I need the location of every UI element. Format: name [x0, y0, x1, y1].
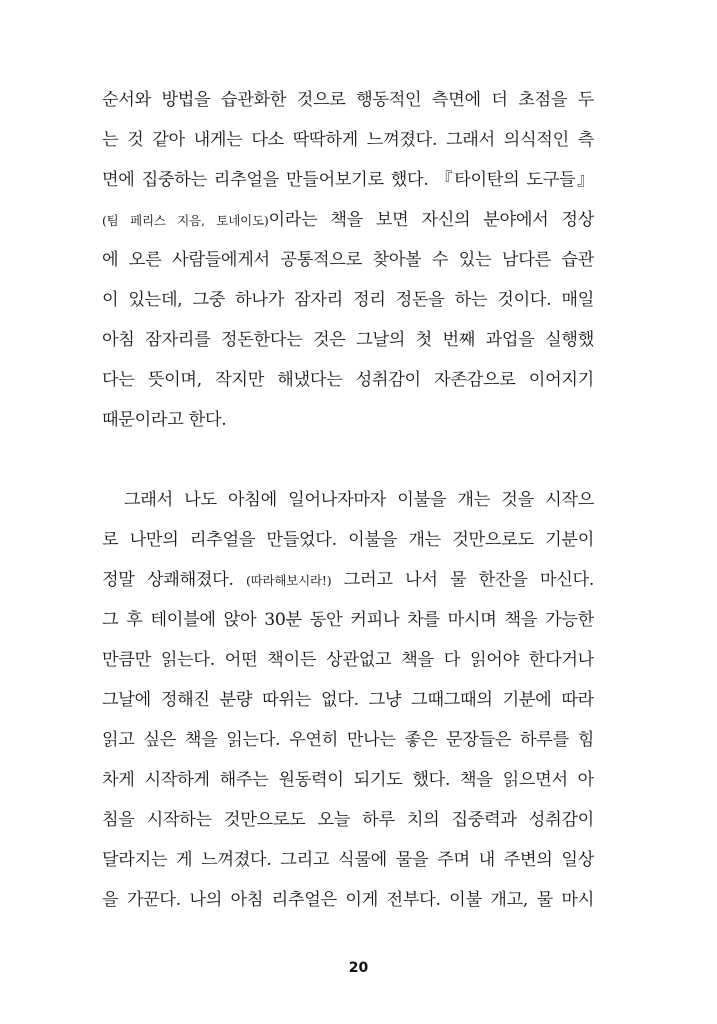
paragraph-1-line-9: 때문이라고 한다.: [102, 410, 227, 430]
paragraph-2-line-7: 읽고 싶은 책을 읽는다. 우연히 만나는 좋은 문장들은 하루를 힘: [102, 730, 594, 750]
paragraph-2-line-3-text-a: 정말 상쾌해졌다.: [102, 570, 246, 590]
paragraph-1-line-4: [102, 208, 594, 232]
paragraph-1-line-5: 에 오른 사람들에게서 공통적으로 찾아볼 수 있는 남다른 습관: [102, 250, 594, 270]
paragraph-2-line-4: 그 후 테이블에 앉아 30분 동안 커피나 차를 마시며 책을 가능한: [102, 610, 594, 630]
aside-note: (따라해보시라!): [246, 573, 332, 588]
paragraph-2-line-11: 을 가꾼다. 나의 아침 리추얼은 이게 전부다. 이불 개고, 물 마시: [102, 890, 594, 910]
paragraph-2-line-9: 침을 시작하는 것만으로도 오늘 하루 치의 집중력과 성취감이: [102, 810, 594, 830]
paragraph-2-line-5: 만큼만 읽는다. 어떤 책이든 상관없고 책을 다 읽어야 한다거나: [102, 650, 594, 670]
author-note: (팀 페리스 지음, 토네이도): [102, 213, 269, 228]
paragraph-2-line-8: 차게 시작하게 해주는 원동력이 되기도 했다. 책을 읽으면서 아: [102, 770, 594, 790]
paragraph-2-line-10: 달라지는 게 느껴졌다. 그리고 식물에 물을 주며 내 주변의 일상: [102, 850, 594, 870]
paragraph-1-line-3: 면에 집중하는 리추얼을 만들어보기로 했다. 『타이탄의 도구들』: [102, 170, 594, 190]
paragraph-2-line-1: 그래서 나도 아침에 일어나자마자 이불을 개는 것을 시작으: [124, 490, 594, 510]
page-number: 20: [348, 960, 369, 976]
paragraph-1-line-6: 이 있는데, 그중 하나가 잠자리 정리 정돈을 하는 것이다. 매일: [102, 290, 594, 310]
paragraph-2-line-6: 그날에 정해진 분량 따위는 없다. 그냥 그때그때의 기분에 따라: [102, 690, 594, 710]
paragraph-2-line-2: 로 나만의 리추얼을 만들었다. 이불을 개는 것만으로도 기분이: [102, 530, 594, 550]
paragraph-1-line-1: 순서와 방법을 습관화한 것으로 행동적인 측면에 더 초점을 두: [102, 90, 594, 110]
paragraph-1-line-8: 다는 뜻이며, 작지만 해냈다는 성취감이 자존감으로 이어지기: [102, 370, 594, 390]
paragraph-1-line-2: 는 것 같아 내게는 다소 딱딱하게 느껴졌다. 그래서 의식적인 측: [102, 130, 594, 150]
paragraph-2-line-3-text-b: 그러고 나서 물 한잔을 마신다.: [331, 570, 594, 590]
paragraph-1-line-4-text: 이라는 책을 보면 자신의 분야에서 정상: [268, 210, 594, 230]
paragraph-2-line-3: [102, 568, 594, 592]
paragraph-1-line-7: 아침 잠자리를 정돈한다는 것은 그날의 첫 번째 과업을 실행했: [102, 330, 594, 350]
